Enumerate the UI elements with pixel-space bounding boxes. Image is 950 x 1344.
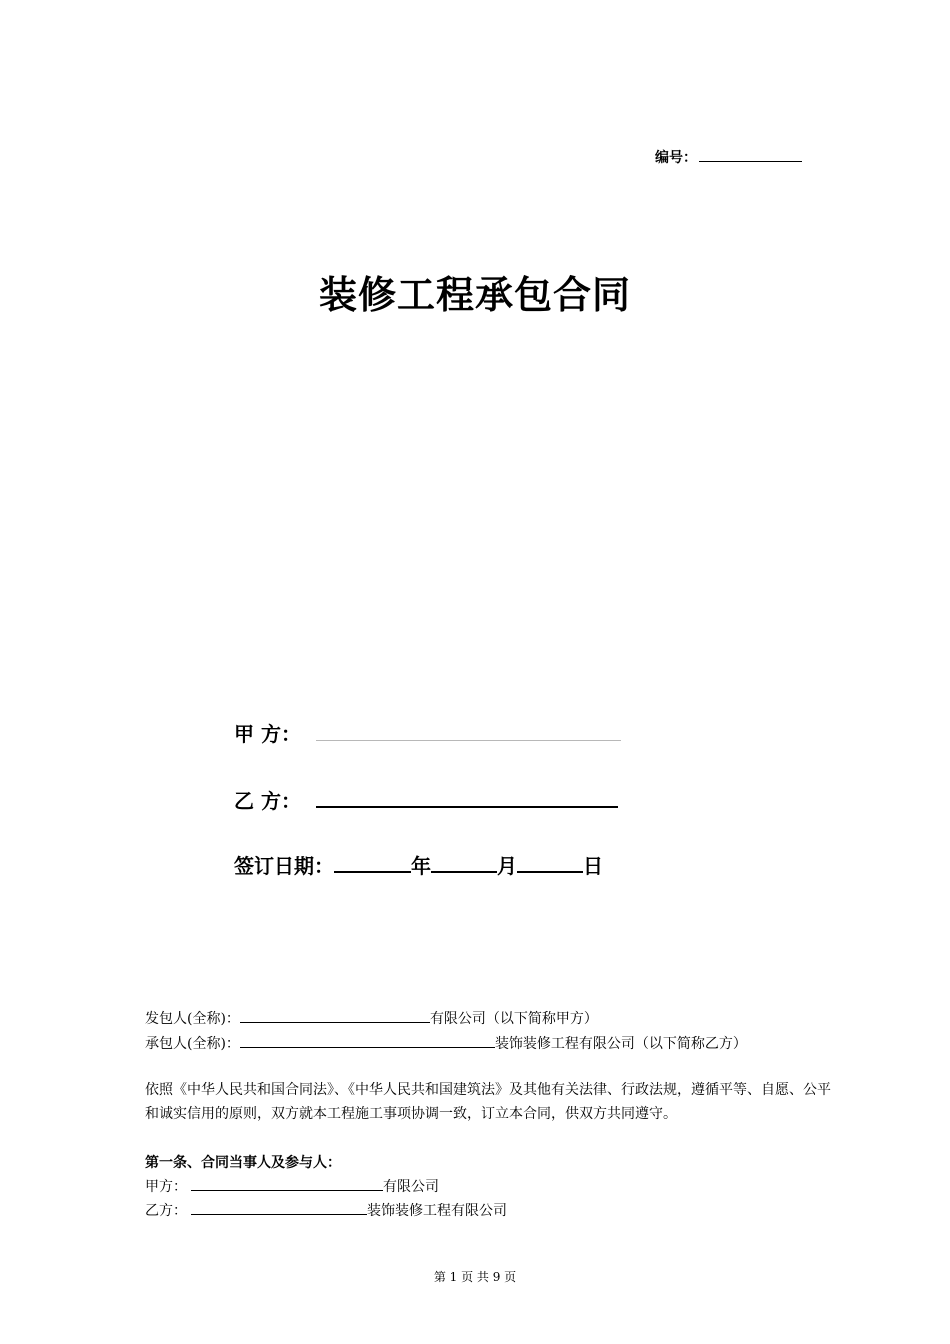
client-label: 发包人(全称)： bbox=[145, 1011, 240, 1027]
party-b-blank bbox=[316, 786, 618, 808]
article-1-party-b-label: 乙方： bbox=[145, 1203, 187, 1219]
client-line bbox=[145, 1007, 598, 1031]
party-a-line bbox=[234, 718, 621, 747]
party-b-label: 乙 方： bbox=[234, 789, 301, 813]
article-1-party-a-suffix: 有限公司 bbox=[383, 1179, 439, 1195]
day-label: 日 bbox=[583, 854, 603, 878]
article-1-party-b bbox=[145, 1199, 507, 1223]
basis-paragraph: 依照《中华人民共和国合同法》、《中华人民共和国建筑法》及其他有关法律、行政法规，遵循平等、自愿、公平和诚实信用的原则，双方就本工程施工事项协调一致，订立本合同，供双方共同遵守。 bbox=[145, 1082, 831, 1122]
contractor-suffix: 装饰装修工程有限公司（以下简称乙方） bbox=[494, 1036, 747, 1052]
article-1-party-a-label: 甲方： bbox=[145, 1179, 187, 1195]
month-blank bbox=[431, 851, 497, 873]
article-1-party-a bbox=[145, 1175, 439, 1199]
serial-number-label: 编号： bbox=[655, 150, 697, 166]
client-suffix: 有限公司（以下简称甲方） bbox=[429, 1011, 598, 1027]
party-a-label: 甲 方： bbox=[234, 722, 301, 746]
contractor-line bbox=[145, 1032, 747, 1056]
client-name-blank bbox=[240, 1008, 430, 1023]
document-title: 装修工程承包合同 bbox=[318, 273, 631, 317]
contractor-name-blank bbox=[240, 1033, 495, 1048]
year-label: 年 bbox=[411, 854, 431, 878]
article-1-party-a-blank bbox=[191, 1176, 383, 1191]
article-1-party-b-suffix: 装饰装修工程有限公司 bbox=[367, 1203, 507, 1219]
year-blank bbox=[334, 851, 411, 873]
party-b-line bbox=[234, 785, 618, 814]
page-footer: 第 1 页 共 9 页 bbox=[433, 1270, 517, 1284]
serial-number-field bbox=[655, 147, 802, 167]
serial-number-blank bbox=[699, 147, 802, 162]
sign-date-label: 签订日期： bbox=[234, 854, 334, 878]
month-label: 月 bbox=[497, 854, 517, 878]
sign-date-line bbox=[234, 850, 603, 879]
article-1-party-b-blank bbox=[191, 1200, 367, 1215]
party-a-blank bbox=[316, 720, 621, 741]
contractor-label: 承包人(全称)： bbox=[145, 1036, 240, 1052]
article-1-heading: 第一条、合同当事人及参与人： bbox=[145, 1155, 341, 1171]
day-blank bbox=[517, 851, 583, 873]
